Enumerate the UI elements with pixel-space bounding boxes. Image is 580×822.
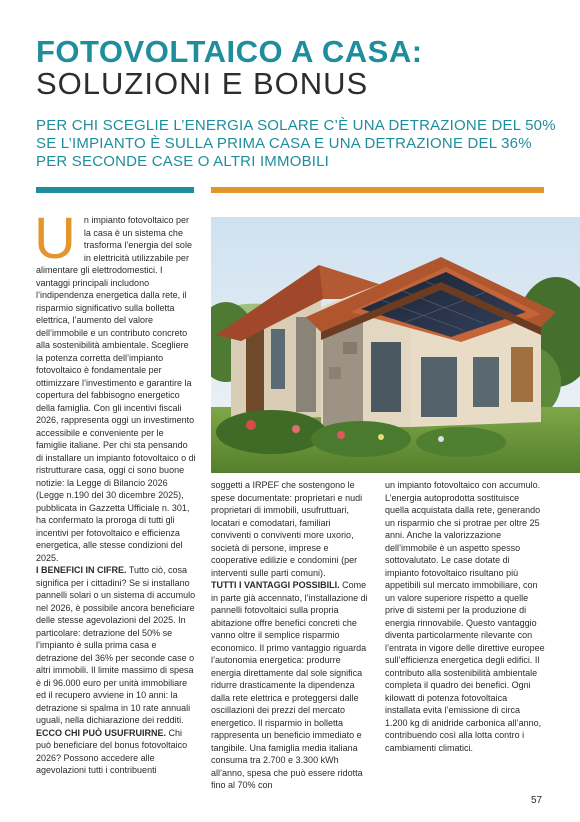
- column-2-text: soggetti a IRPEF che sostengono le spese documentate: proprietari e nudi proprietari di immobili, usufruttuari, locatari e comodatari, familiari conviventi o conviventi more uxorio, società di persone, imprese e cooperative edilizie e condomini (per interventi sulle parti comuni).: [211, 480, 363, 578]
- section-text-vantaggi: Come in parte già accennato, l’installazione di pannelli fotovoltaici sulla propria abitazione offre benefici concreti che vanno oltre il semplice risparmio economico. Il primo vantaggio riguarda l’autonomia energetica: produrre energia direttamente dal sole significa ridurre drasticamente la dipendenza dalla rete elettrica e proteggersi dalle oscillazioni dei prezzi del mercato energetico. Il risparmio in bolletta rappresenta un beneficio immediato e tangibile. Una famiglia media italiana consuma tra 2.700 e 3.300 kWh all’anno, spesa che può essere ridotta fino al 70% con: [211, 580, 368, 790]
- article-column-3: [385, 479, 545, 754]
- page-title-secondary: SOLUZIONI E BONUS: [36, 66, 369, 101]
- article-column-1: [34, 206, 196, 777]
- divider-teal: [36, 187, 194, 193]
- section-heading-vantaggi: TUTTI I VANTAGGI POSSIBILI.: [211, 580, 340, 590]
- section-text-benefici: Tutto ciò, cosa significa per i cittadini? Se si installano pannelli solari o un sistema di accumulo nel 2026, è possibile ancora beneficiare delle stesse agevolazioni del 2025. In particolare: detrazione del 50% se l’impianto è sulla prima casa e detrazione del 36% per seconde case o altri immobili. Il limite massimo di spesa è di 96.000 euro per unità immobiliare ed il recupero avviene in 10 anni: la detrazione si spalma in 10 rate annuali uguali, nella dichiarazione dei redditi.: [36, 565, 196, 725]
- drop-cap: U: [34, 206, 76, 271]
- section-heading-benefici: I BENEFICI IN CIFRE.: [36, 565, 127, 575]
- article-column-2: [211, 479, 371, 792]
- house-solar-panels-photo: [211, 217, 580, 473]
- section-text-chi-puo: Chi può beneficiare del bonus fotovoltaico 2026? Possono accedere alle agevolazioni tutti i contribuenti: [36, 727, 188, 775]
- page-number: 57: [531, 795, 543, 806]
- section-heading-chi-puo: ECCO CHI PUÒ USUFRUIRNE.: [36, 727, 167, 738]
- column-3-text: un impianto fotovoltaico con accumulo. L’energia autoprodotta sostituisce quella acquistata dalla rete, generando un risparmio che si protrae per oltre 25 anni. Anche la valorizzazione dell’immobile è un aspetto spesso sottovalutato. Le case dotate di impianto fotovoltaico risultano più appetibili sul mercato immobiliare, con un valore superiore rispetto a quelle prive di sistemi per la produzione di energia rinnovabile. Questo vantaggio diventa particolarmente rilevante con l’entrata in vigore delle direttive europee sull’efficienza energetica degli edifici. Il contributo alla sostenibilità ambientale completa il quadro dei benefici. Ogni kilowatt di potenza fotovoltaica installata evita l’emissione di circa 1.200 kg di anidride carbonica all’anno, contribuendo così alla lotta contro i cambiamenti climatici.: [385, 480, 545, 753]
- article-intro: n impianto fotovoltaico per la casa è un sistema che trasforma l’energia del sole in elettricità utilizzabile per alimentare gli elettrodomestici. I vantaggi principali includono l’indipendenza energetica dalla rete, il risparmio significativo sulla bolletta elettrica, l’aumento del valore dell’immobile e un contributo concreto alla sostenibilità ambientale. Scegliere la potenza corretta dell’impianto fotovoltaico è fondamentale per ottimizzare l’investimento e garantire la copertura del fabbisogno energetico della famiglia. Con gli incentivi fiscali 2026, rappresenta oggi un investimento accessibile e conveniente per le famiglie italiane. Per chi sta pensando di installare un impianto fotovoltaico o di ristrutturare casa, oggi ci sono buone notizie: la Legge di Bilancio 2026 (Legge n.190 del 30 dicembre 2025), pubblicata in Gazzetta Ufficiale n. 301, ha confermato la proroga di tutti gli incentivi per fotovoltaico e efficienza energetica, alle stesse condizioni del 2025.: [36, 215, 196, 563]
- page-title: FOTOVOLTAICO A CASA:: [36, 34, 423, 69]
- subtitle: PER CHI SCEGLIE L’ENERGIA SOLARE C’È UNA DETRAZIONE DEL 50% SE L’IMPIANTO È SULLA PRIMA CASA E UNA DETRAZIONE DEL 36% PER SECONDE CASE O ALTRI IMMOBILI: [36, 117, 556, 170]
- divider-orange: [211, 187, 544, 193]
